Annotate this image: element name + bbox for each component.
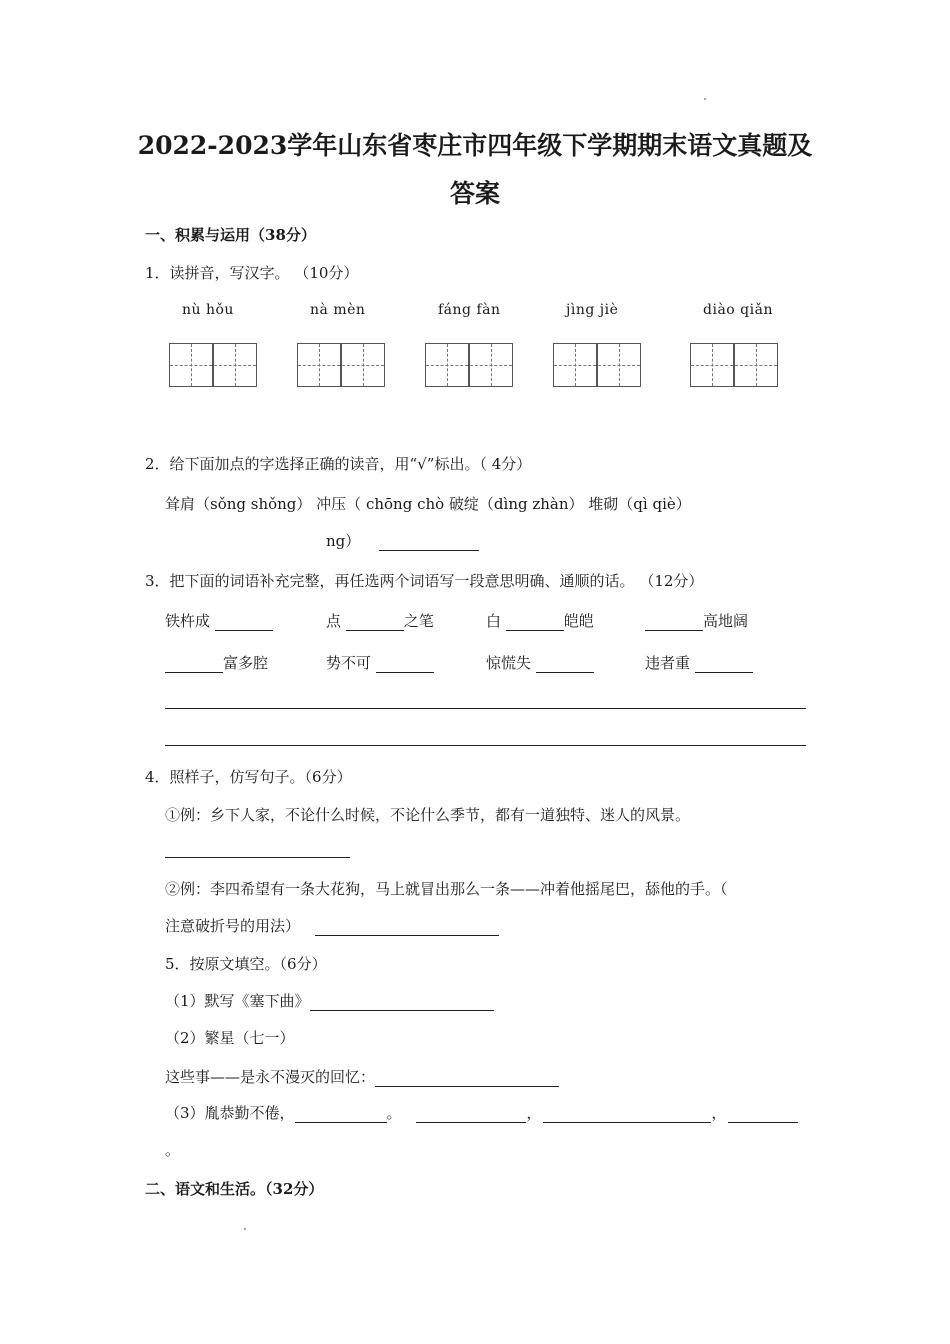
q2-options-line: 耸肩（sǒng shǒng） 冲压（ chōng chò 破绽（dìng zhàn） 堆砌（qì qiè） bbox=[165, 495, 691, 513]
q1-pinyin-3: fáng fàn bbox=[438, 302, 501, 318]
q3-blank[interactable] bbox=[165, 656, 223, 673]
q4-example-2: ②例：李四希望有一条大花狗，马上就冒出那么一条——冲着他摇尾巴，舔他的手。（ bbox=[165, 880, 728, 898]
q3-blank[interactable] bbox=[536, 656, 594, 673]
q5-part-3: （3）胤恭勤不倦， 。 ， ， bbox=[165, 1102, 798, 1123]
q3-blank[interactable] bbox=[346, 614, 404, 631]
q2-prompt: 2．给下面加点的字选择正确的读音，用“√”标出。（ 4分） bbox=[145, 455, 532, 473]
q3-idiom-8: 违者重 bbox=[645, 652, 753, 673]
q3-idiom-4: 高地阔 bbox=[645, 610, 748, 631]
q3-blank[interactable] bbox=[645, 614, 703, 631]
stray-dot bbox=[244, 1228, 246, 1230]
q3-idiom-3: 白 皑皑 bbox=[486, 612, 594, 630]
q5-answer-blank-3b[interactable] bbox=[416, 1106, 526, 1123]
q3-writing-line-2[interactable] bbox=[165, 745, 806, 746]
q1-pinyin-1: nù hǒu bbox=[182, 302, 234, 318]
q1-writing-grid-1[interactable] bbox=[169, 343, 258, 387]
q2-options-line2 bbox=[326, 530, 479, 551]
q4-example-1: ①例：乡下人家，不论什么时候，不论什么季节，都有一道独特、迷人的风景。 bbox=[165, 806, 691, 824]
q5-part-3-end: 。 bbox=[165, 1141, 181, 1159]
q3-idiom-2: 点 之笔 bbox=[326, 612, 434, 630]
q1-writing-grid-4[interactable] bbox=[553, 343, 642, 387]
q4-example-2-note: 注意破折号的用法） bbox=[165, 915, 499, 936]
q3-idiom-6: 势不可 bbox=[326, 652, 434, 673]
q3-blank[interactable] bbox=[506, 614, 564, 631]
q1-pinyin-4: jìng jiè bbox=[566, 302, 619, 318]
q2-options-continuation: ng） bbox=[326, 532, 361, 550]
q1-writing-grid-3[interactable] bbox=[425, 343, 514, 387]
q5-answer-blank-1[interactable] bbox=[310, 994, 494, 1011]
q4-answer-line-1[interactable] bbox=[165, 857, 350, 858]
q3-idiom-5: 富多腔 bbox=[165, 652, 268, 673]
q3-blank[interactable] bbox=[695, 656, 753, 673]
q5-answer-blank-3d[interactable] bbox=[728, 1106, 798, 1123]
q3-blank[interactable] bbox=[376, 656, 434, 673]
q1-writing-grid-2[interactable] bbox=[297, 343, 386, 387]
q2-answer-blank[interactable] bbox=[379, 534, 479, 551]
document-title-line2: 答案 bbox=[449, 179, 500, 208]
q3-prompt: 3．把下面的词语补充完整，再任选两个词语写一段意思明确、通顺的话。 （12分） bbox=[145, 572, 704, 590]
q1-writing-grid-5[interactable] bbox=[690, 343, 779, 387]
q4-prompt: 4．照样子，仿写句子。（6分） bbox=[145, 768, 352, 786]
q5-part-1: （1）默写《塞下曲》 bbox=[165, 990, 494, 1011]
document-title-line1: 2022-2023学年山东省枣庄市四年级下学期期末语文真题及 bbox=[137, 131, 813, 160]
q5-answer-blank-2[interactable] bbox=[375, 1070, 559, 1087]
q3-writing-line-1[interactable] bbox=[165, 708, 806, 709]
section1-heading: 一、积累与运用（38分） bbox=[145, 226, 316, 244]
q3-idiom-1: 铁杵成 bbox=[165, 610, 273, 631]
q5-answer-blank-3c[interactable] bbox=[543, 1106, 711, 1123]
q5-part-2: （2）繁星（七一） bbox=[165, 1029, 295, 1047]
stray-dot bbox=[704, 98, 706, 100]
q5-answer-blank-3a[interactable] bbox=[295, 1106, 387, 1123]
q1-pinyin-2: nà mèn bbox=[310, 302, 366, 318]
q3-blank[interactable] bbox=[215, 614, 273, 631]
q5-prompt: 5．按原文填空。（6分） bbox=[165, 955, 327, 973]
q3-idiom-7: 惊慌失 bbox=[486, 652, 594, 673]
q5-part-2-text: 这些事——是永不漫灭的回忆： bbox=[165, 1066, 559, 1087]
q4-answer-blank-2[interactable] bbox=[315, 919, 499, 936]
q1-prompt: 1．读拼音，写汉字。 （10分） bbox=[145, 264, 359, 282]
section2-heading: 二、语文和生活。（32分） bbox=[145, 1180, 324, 1198]
q1-pinyin-5: diào qiǎn bbox=[703, 302, 773, 318]
